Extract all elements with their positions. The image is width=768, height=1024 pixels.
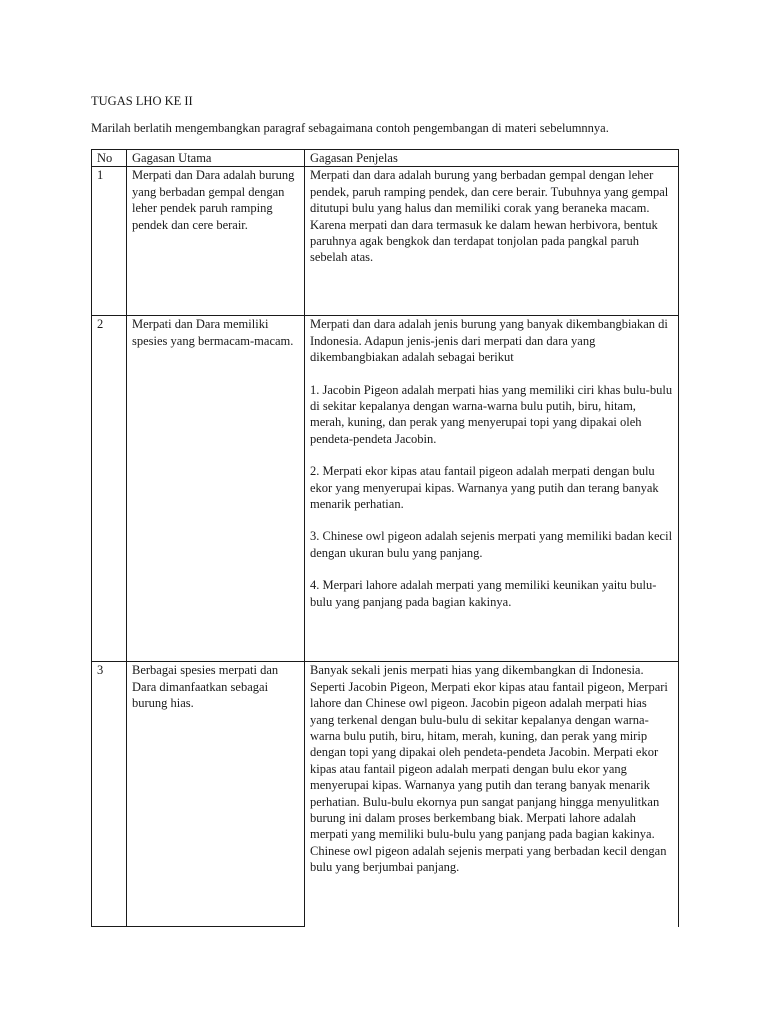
row-number: 1 [92,167,127,316]
supporting-idea-cell [305,167,679,316]
supporting-idea-cell [305,316,679,662]
column-header-no: No [92,150,127,167]
instruction-text: Marilah berlatih mengembangkan paragraf sebagaimana contoh pengembangan di materi sebelumnnya. [91,121,609,135]
row-number: 2 [92,316,127,662]
species-item: 4. Merpari lahore adalah merpati yang memiliki keunikan yaitu bulu-bulu yang panjang pada bagian kakinya. [310,578,657,609]
species-item: 2. Merpati ekor kipas atau fantail pigeon adalah merpati dengan bulu ekor yang menyerupai kipas. Warnanya yang putih dan terang banyak menarik perhatian. [310,464,659,512]
supporting-paragraph: Merpati dan dara adalah jenis burung yang banyak dikembangbiakan di Indonesia. Adapun jenis-jenis dari merpati dan dara yang dikembangbiakan adalah sebagai berikut [310,317,668,365]
supporting-paragraph: Merpati dan dara adalah burung yang berbadan gempal dengan leher pendek, paruh ramping pendek, dan cere berair. Tubuhnya yang gempal ditutupi bulu yang halus dan memiliki corak yang beraneka macam. Karena merpati dan dara termasuk ke dalam hewan herbivora, bentuk paruhnya agak bengkok dan terdapat tonjolan pada pangkal paruh sebelah atas. [310,168,669,265]
species-item: 3. Chinese owl pigeon adalah sejenis merpati yang memiliki badan kecil dengan ukuran bulu yang panjang. [310,529,673,560]
page-title: TUGAS LHO KE II [91,94,193,108]
table-row [92,167,679,316]
main-idea-cell: Berbagai spesies merpati dan Dara dimanfaatkan sebagai burung hias. [127,662,305,927]
column-header-gagasan-penjelas: Gagasan Penjelas [305,150,679,167]
supporting-paragraph: Banyak sekali jenis merpati hias yang dikembangkan di Indonesia. Seperti Jacobin Pigeon, Merpati ekor kipas atau fantail pigeon, Merpari lahore dan Chinese owl pigeon. Jacobin pigeon adalah merpati hias yang terkenal dengan bulu-bulu di sekitar kepalanya dengan warna-warna bulu putih, biru, hitam, merah, kuning, dan perak yang mirip dengan topi yang dipakai oleh pendeta-pendeta Jacobin. Merpati ekor kipas atau fantail pigeon adalah merpati dengan bulu ekor yang menyerupai kipas. Warnanya yang putih dan terang banyak menarik perhatian. Bulu-bulu ekornya pun sangat panjang hingga menyulitkan burung ini dalam proses berkembang biak. Merpati lahore adalah merpati yang memiliki bulu-bulu yang panjang pada bagian kakinya. Chinese owl pigeon adalah sejenis merpati yang berbadan kecil dengan bulu yang berjumbai panjang. [310,663,668,875]
main-idea-cell: Merpati dan Dara adalah burung yang berbadan gempal dengan leher pendek paruh ramping pendek dan cere berair. [127,167,305,316]
supporting-idea-cell [305,662,679,927]
table-row [92,662,679,927]
table-row [92,316,679,662]
table-header-row [92,150,679,167]
species-item: 1. Jacobin Pigeon adalah merpati hias yang memiliki ciri khas bulu-bulu di sekitar kepalanya dengan warna-warna bulu putih, biru, hitam, merah, kuning, dan perak yang menyerupai topi yang dipakai oleh pendeta-pendeta Jacobin. [310,382,673,446]
row-number: 3 [92,662,127,927]
main-idea-cell: Merpati dan Dara memiliki spesies yang bermacam-macam. [127,316,305,662]
column-header-gagasan-utama: Gagasan Utama [127,150,305,167]
assignment-table [91,149,679,927]
